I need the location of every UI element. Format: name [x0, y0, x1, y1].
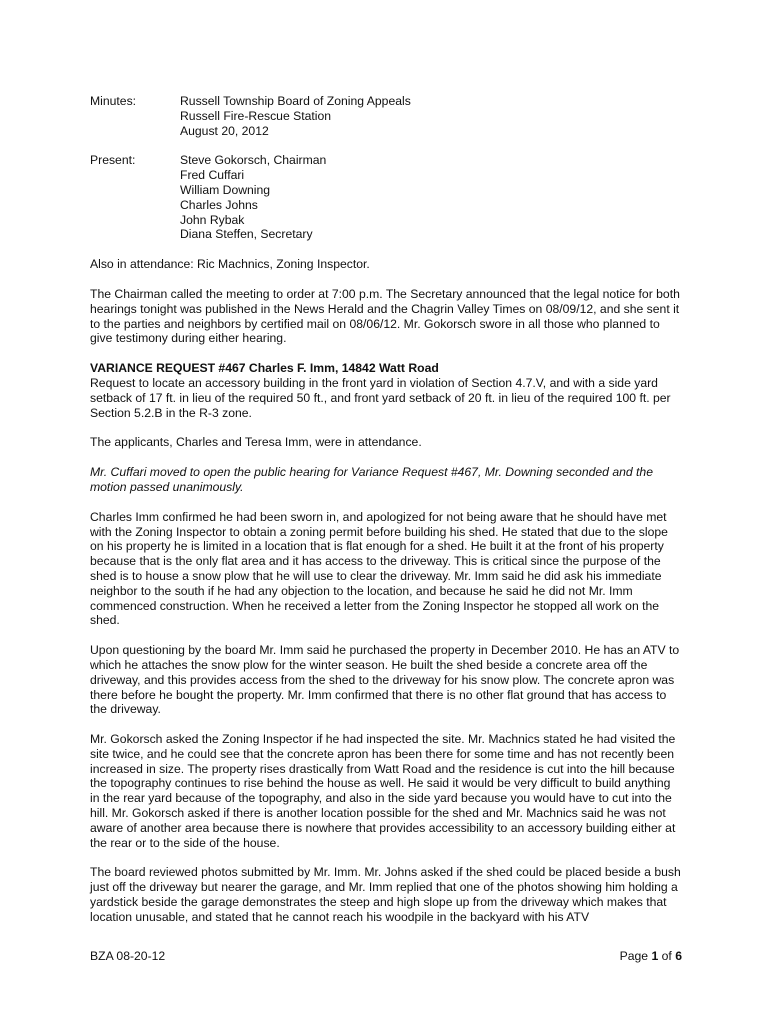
- page-number: Page 1 of 6: [619, 949, 682, 963]
- present-member: Steve Gokorsch, Chairman: [180, 153, 327, 168]
- paragraph-applicants: The applicants, Charles and Teresa Imm, were in attendance.: [90, 435, 422, 450]
- paragraph-questioning: Upon questioning by the board Mr. Imm said he purchased the property in December 2010. He has an ATV to which he attaches the snow plow for the winter season. He built the shed beside a concrete area off the driveway, and this provides access from the shed to the driveway for his snow plow. The concrete apron was there before he bought the property. Mr. Imm confirmed that there is no other flat ground that has access to the driveway.: [90, 643, 680, 717]
- present-member: Fred Cuffari: [180, 168, 245, 183]
- paragraph-imm-statement: Charles Imm confirmed he had been sworn in, and apologized for not being aware that he should have met with the Zoning Inspector to obtain a zoning permit before building his shed. He stated that due to the slope on his property he is limited in a location that is flat enough for a shed. He built it at the front of his property because that is the only flat area and it has access to the driveway. This is critical since the purpose of the shed is to house a snow plow that he will use to clear the driveway. Mr. Imm said he did ask his immediate neighbor to the south if he had any objection to the location, and because he said he did not Mr. Imm commenced construction. When he received a letter from the Zoning Inspector he stopped all work on the shed.: [90, 509, 668, 628]
- paragraph-motion: Mr. Cuffari moved to open the public hearing for Variance Request #467, Mr. Downing seconded and the motion passed unanimously.: [90, 465, 653, 494]
- paragraph-photos: The board reviewed photos submitted by Mr. Imm. Mr. Johns asked if the shed could be placed beside a bush just off the driveway but nearer the garage, and Mr. Imm replied that one of the photos showing him holding a yardstick beside the garage demonstrates the steep and high slope up from the driveway which makes that location unusable, and stated that he cannot reach his woodpile in the backyard with his ATV: [90, 865, 681, 924]
- present-member: William Downing: [180, 182, 271, 197]
- paragraph-inspector: Mr. Gokorsch asked the Zoning Inspector if he had inspected the site. Mr. Machnics stated he had visited the site twice, and he could see that the concrete apron has been there for some time and has not recently been increased in size. The property rises drastically from Watt Road and the residence is cut into the hill because the topography continues to rise behind the house as well. He said it would be very difficult to build anything in the rear yard because of the topography, and also in the side yard because you would have to cut into the hill. Mr. Gokorsch asked if there is another location possible for the shed and Mr. Machnics said he was not aware of another area because there is nowhere that provides accessibility to an accessory building either at the rear or to the side of the house.: [90, 732, 676, 850]
- meeting-date: August 20, 2012: [180, 123, 269, 138]
- minutes-label: Minutes:: [90, 94, 137, 108]
- paragraph-call-to-order: The Chairman called the meeting to order at 7:00 p.m. The Secretary announced that the legal notice for both hearings tonight was published in the News Herald and the Chagrin Valley Times on 08/09/12, and she sent it to the parties and neighbors by certified mail on 08/06/12. Mr. Gokorsch swore in all those who planned to give testimony during either hearing.: [90, 286, 680, 346]
- board-name: Russell Township Board of Zoning Appeals: [180, 94, 411, 108]
- minutes-header: [90, 94, 682, 138]
- minutes-details: [180, 94, 411, 138]
- variance-description: Request to locate an accessory building in the front yard in violation of Section 4.7.V, and with a side yard setback of 17 ft. in lieu of the required 50 ft., and front yard setback of 20 ft. in lieu of the required 100 ft. per Section 5.2.B in the R-3 zone.: [90, 375, 671, 420]
- attendance-note: Also in attendance: Ric Machnics, Zoning Inspector.: [90, 257, 370, 272]
- document-body: [90, 94, 682, 940]
- present-member: John Rybak: [180, 212, 245, 227]
- present-label: Present:: [90, 153, 136, 168]
- location: Russell Fire-Rescue Station: [180, 108, 332, 123]
- variance-section-title: VARIANCE REQUEST #467 Charles F. Imm, 14842 Watt Road: [90, 361, 439, 376]
- document-id: BZA 08-20-12: [90, 949, 166, 963]
- present-list: [180, 153, 326, 242]
- present-member: Charles Johns: [180, 197, 258, 212]
- present-header: [90, 153, 682, 242]
- present-member: Diana Steffen, Secretary: [180, 227, 313, 242]
- page-footer: [90, 949, 682, 964]
